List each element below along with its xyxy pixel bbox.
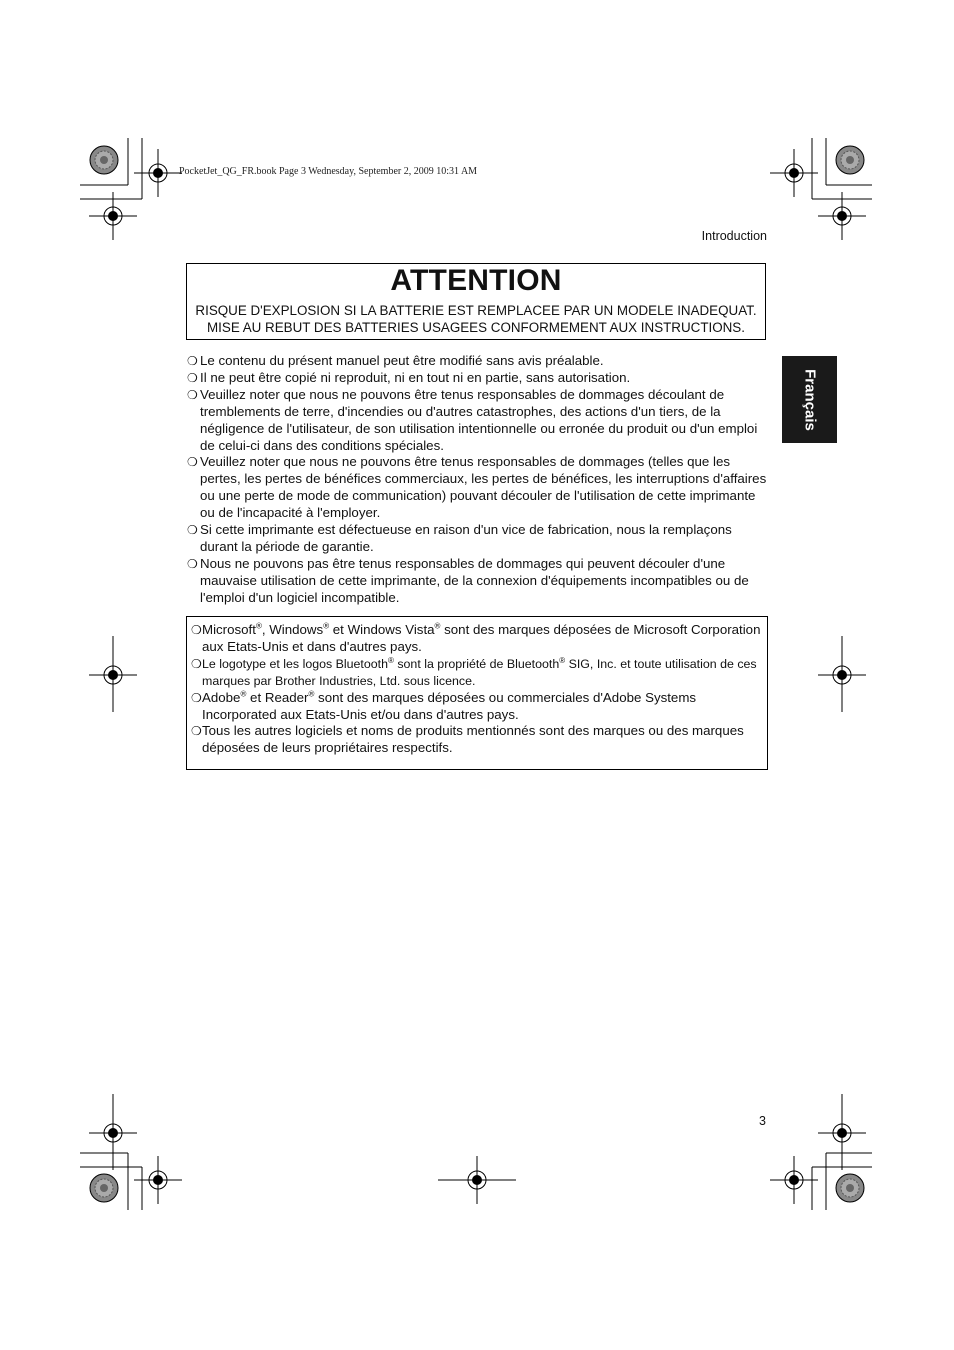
attention-box: [186, 263, 766, 340]
language-tab: [782, 356, 837, 443]
circle-bullet-icon: ❍: [191, 656, 202, 671]
page-number: 3: [759, 1114, 766, 1128]
file-header: PocketJet_QG_FR.book Page 3 Wednesday, September 2, 2009 10:31 AM: [179, 166, 478, 177]
list-item: ❍ Nous ne pouvons pas être tenus responsables de dommages qui peuvent découler d'une mauvaise utilisation de cette imprimante, de la connexion d'équipements incompatibles ou de l'emploi d'un logiciel incompatible.: [187, 555, 749, 605]
attention-line: MISE AU REBUT DES BATTERIES USAGEES CONFORMEMENT AUX INSTRUCTIONS.: [207, 319, 745, 335]
trademark-item: ❍ Adobe® et Reader® sont des marques déposées ou commerciales d'Adobe Systems Incorporated aux Etats-Unis et/ou dans d'autres pays.: [191, 689, 697, 722]
list-item: ❍ Il ne peut être copié ni reproduit, ni en tout ni en partie, sans autorisation.: [187, 369, 631, 385]
list-item: ❍ Veuillez noter que nous ne pouvons être tenus responsables de dommages (telles que les pertes, les pertes de bénéfices commerciaux, les pertes de bénéfices, les interruptions d'affaires ou une perte de mode de communication) pouvant découler de l'utilisation de cette imprimante ou de l'incapacité à l'employer.: [187, 454, 767, 521]
registration-mark-icon: [134, 149, 182, 197]
attention-title: ATTENTION: [390, 264, 562, 297]
circle-bullet-icon: ❍: [187, 455, 198, 470]
star-target-icon: [90, 146, 118, 174]
list-item: ❍ Si cette imprimante est défectueuse en raison d'un vice de fabrication, nous la remplaçons durant la période de garantie.: [187, 522, 732, 554]
trademark-box: [186, 616, 768, 770]
trademark-item: ❍ Le logotype et les logos Bluetooth® sont la propriété de Bluetooth® SIG, Inc. et toute utilisation de ces marques par Brother Industries, Ltd. sous licence.: [191, 655, 757, 688]
circle-bullet-icon: ❍: [187, 523, 198, 538]
star-target-icon: [836, 1174, 864, 1202]
trademark-item: ❍ Microsoft®, Windows® et Windows Vista® sont des marques déposées de Microsoft Corporation aux Etats-Unis et dans d'autres pays.: [191, 621, 761, 654]
star-target-icon: [836, 146, 864, 174]
notice-list: [187, 353, 767, 607]
section-title: Introduction: [701, 229, 767, 243]
circle-bullet-icon: ❍: [191, 724, 202, 739]
attention-line: RISQUE D'EXPLOSION SI LA BATTERIE EST REMPLACEE PAR UN MODELE INADEQUAT.: [195, 303, 757, 318]
list-item: ❍ Le contenu du présent manuel peut être modifié sans avis préalable.: [187, 353, 604, 368]
circle-bullet-icon: ❍: [187, 556, 198, 571]
star-target-icon: [90, 1174, 118, 1202]
registration-mark-icon: [770, 1156, 818, 1204]
circle-bullet-icon: ❍: [191, 690, 202, 705]
registration-mark-icon: [134, 1156, 182, 1204]
circle-bullet-icon: ❍: [187, 387, 198, 402]
list-item: ❍ Veuillez noter que nous ne pouvons être tenus responsables de dommages découlant de tremblements de terre, d'incendies ou d'autres catastrophes, des actions d'un tiers, de la négligence de l'utilisateur, de son utilisation intentionnelle ou erronée du produit ou d'un emploi de celui-ci dans des conditions spéciales.: [187, 386, 758, 453]
circle-bullet-icon: ❍: [187, 354, 198, 368]
registration-mark-icon: [770, 149, 818, 197]
trademark-item: ❍ Tous les autres logiciels et noms de produits mentionnés sont des marques ou des marques déposées de leurs propriétaires respectifs.: [191, 723, 744, 756]
circle-bullet-icon: ❍: [187, 370, 198, 385]
language-tab-label: Français: [801, 368, 818, 431]
circle-bullet-icon: ❍: [191, 623, 202, 637]
